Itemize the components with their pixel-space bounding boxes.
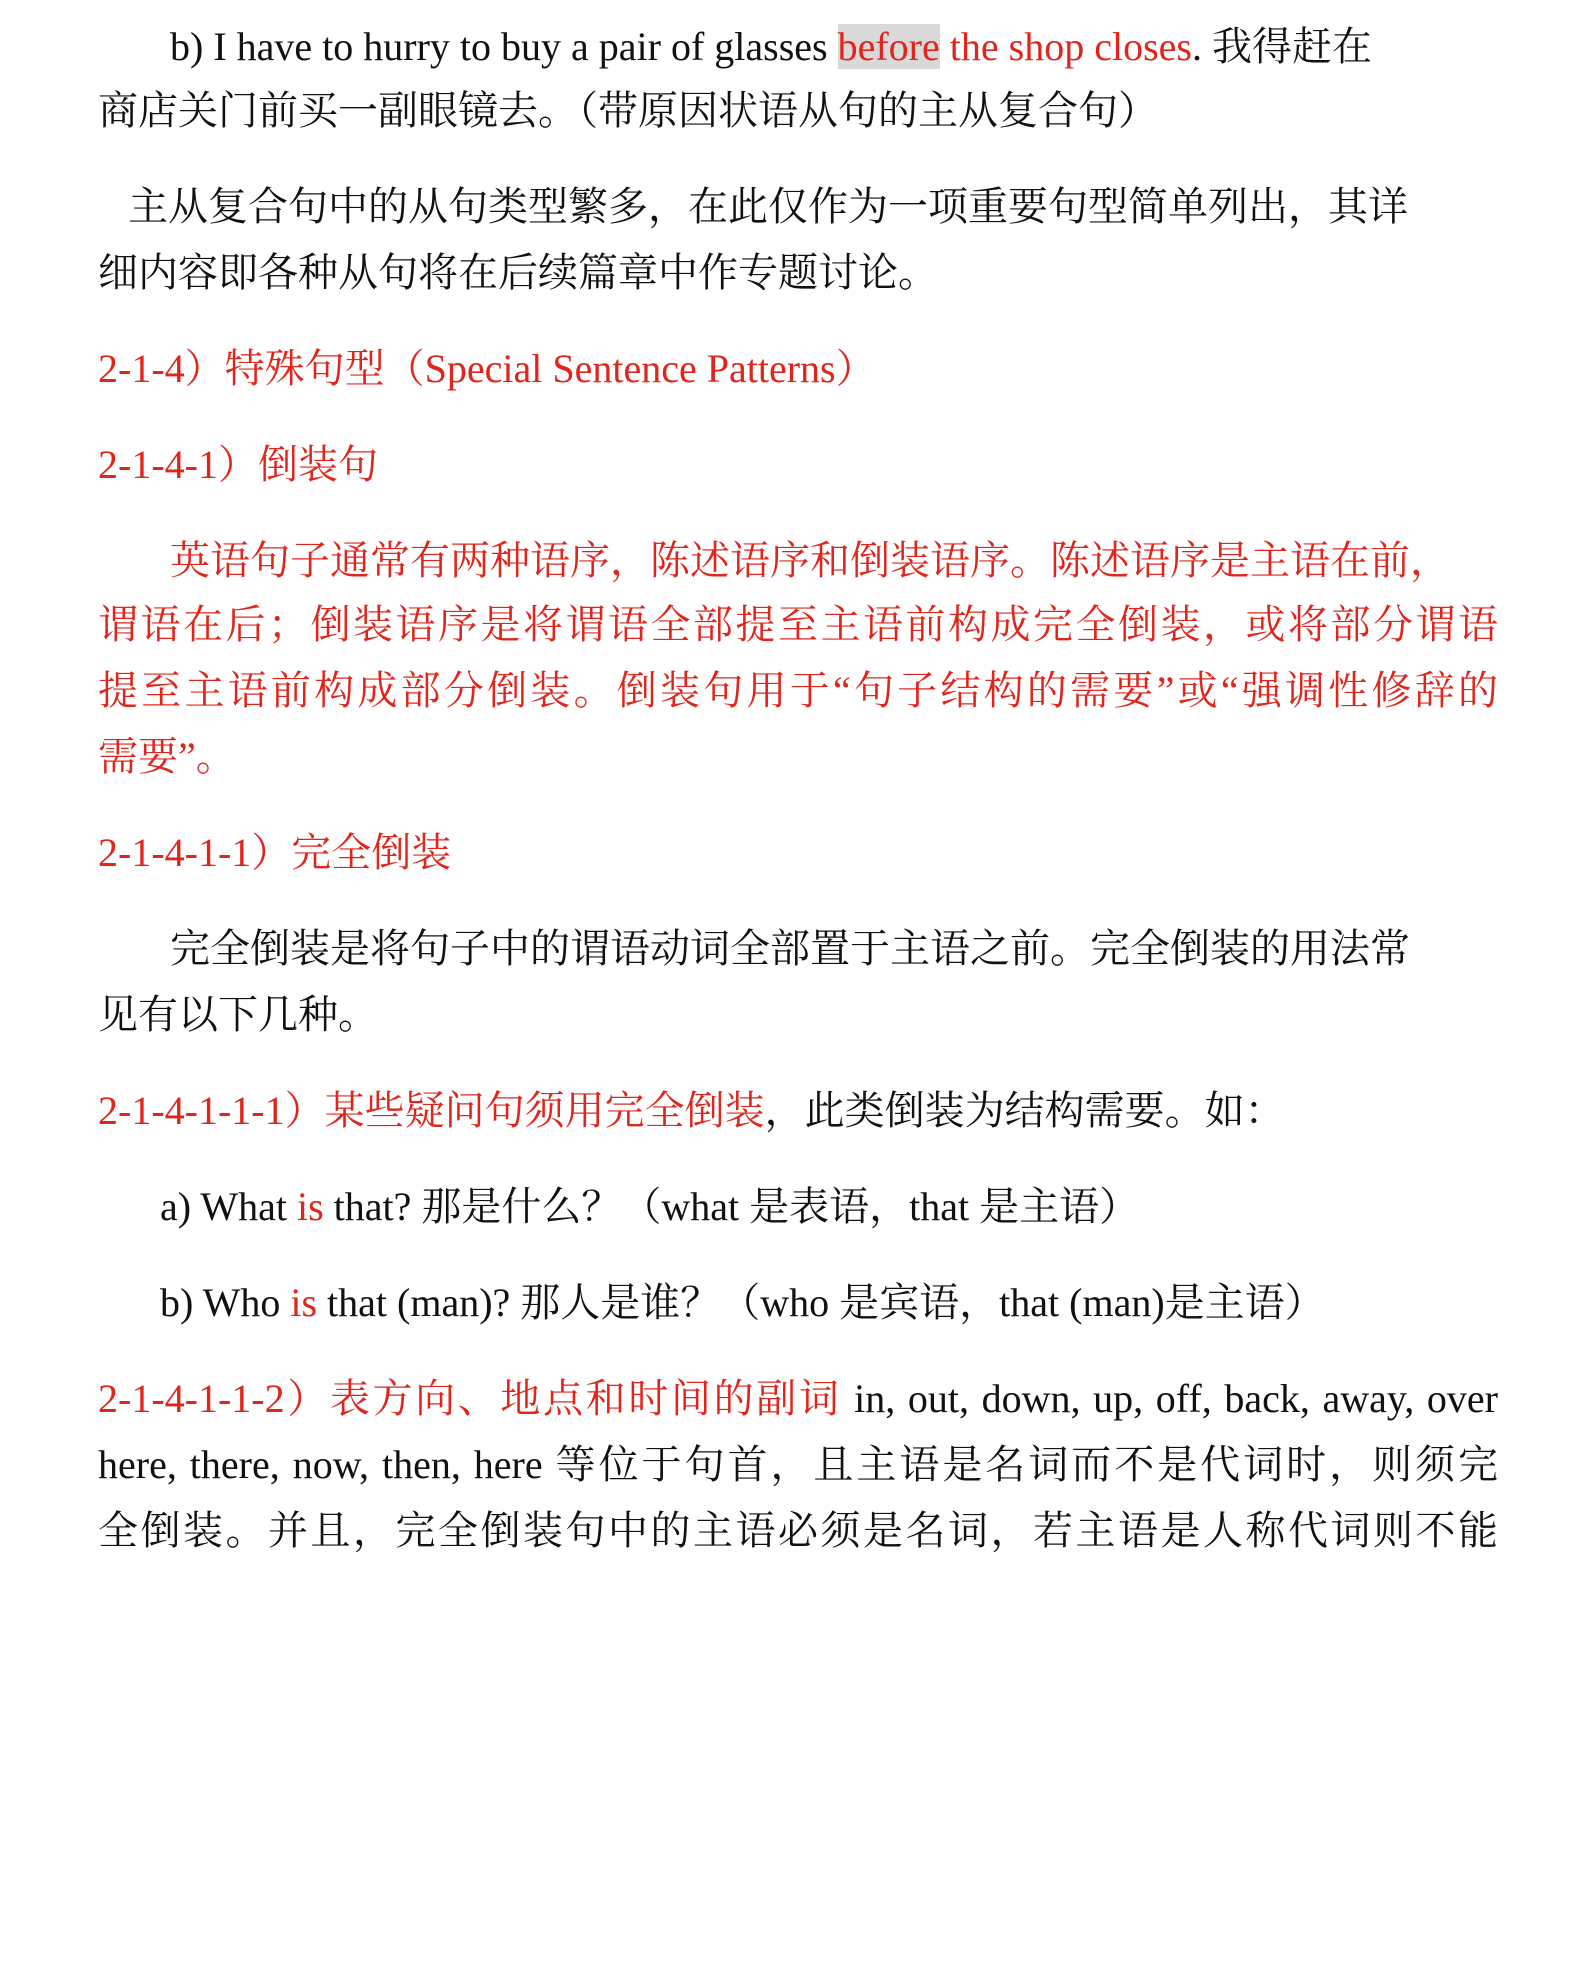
- paragraph-line: 见有以下几种。: [98, 992, 378, 1037]
- rule-heading-note: in, out, down, up, off, back, away, over: [841, 1376, 1498, 1421]
- red-paragraph-line: 谓语在后；倒装语序是将谓语全部提至主语前构成完全倒装，或将部分谓语: [98, 602, 1498, 647]
- rule-heading-title: 2-1-4-1-1-2）表方向、地点和时间的副词: [98, 1376, 842, 1421]
- verb-highlight: is: [290, 1280, 318, 1325]
- rule-heading-note: ，此类倒装为结构需要。如：: [764, 1088, 1285, 1133]
- example-b: [160, 1278, 1325, 1328]
- rule-heading: [98, 1374, 1498, 1424]
- section-heading: 2-1-4）特殊句型（Special Sentence Patterns）: [98, 346, 876, 391]
- rule-heading: [98, 1086, 1285, 1136]
- paragraph-line: 细内容即各种从句将在后续篇章中作专题讨论。: [98, 250, 938, 295]
- verb-highlight: is: [296, 1184, 324, 1229]
- rule-heading-title: 2-1-4-1-1-1）某些疑问句须用完全倒装: [98, 1088, 765, 1133]
- red-paragraph-line: 提至主语前构成部分倒装。倒装句用于“句子结构的需要”或“强调性修辞的: [98, 668, 1498, 713]
- red-paragraph-line: 英语句子通常有两种语序，陈述语序和倒装语序。陈述语序是主语在前，: [170, 538, 1450, 583]
- paragraph-line: 主从复合句中的从句类型繁多，在此仅作为一项重要句型简单列出，其详: [128, 184, 1408, 229]
- example-translation-continued: 商店关门前买一副眼镜去。（带原因状语从句的主从复合句）: [98, 88, 1158, 133]
- example-text: b) Who: [160, 1280, 291, 1325]
- example-sentence-b: [170, 22, 1372, 72]
- example-a: [160, 1182, 1139, 1232]
- paragraph-line: 完全倒装是将句子中的谓语动词全部置于主语之前。完全倒装的用法常: [170, 926, 1410, 971]
- subsection-heading: 2-1-4-1-1）完全倒装: [98, 830, 452, 875]
- paragraph-line: here, there, now, then, here 等位于句首，且主语是名词而不是代词时，则须完: [98, 1442, 1498, 1487]
- example-translation-start: . 我得赶在: [1191, 24, 1372, 69]
- red-clause: the shop closes: [939, 24, 1192, 69]
- example-text: a) What: [160, 1184, 297, 1229]
- highlighted-word: before: [837, 24, 940, 69]
- example-text: that? 那是什么？（what 是表语，that 是主语）: [323, 1184, 1140, 1229]
- paragraph-line: 全倒装。并且，完全倒装句中的主语必须是名词，若主语是人称代词则不能: [98, 1508, 1498, 1553]
- example-text: b) I have to hurry to buy a pair of glasses: [170, 24, 838, 69]
- subsection-heading: 2-1-4-1）倒装句: [98, 442, 378, 487]
- example-text: that (man)? 那人是谁？（who 是宾语，that (man)是主语）: [317, 1280, 1325, 1325]
- red-paragraph-line: 需要”。: [98, 734, 236, 779]
